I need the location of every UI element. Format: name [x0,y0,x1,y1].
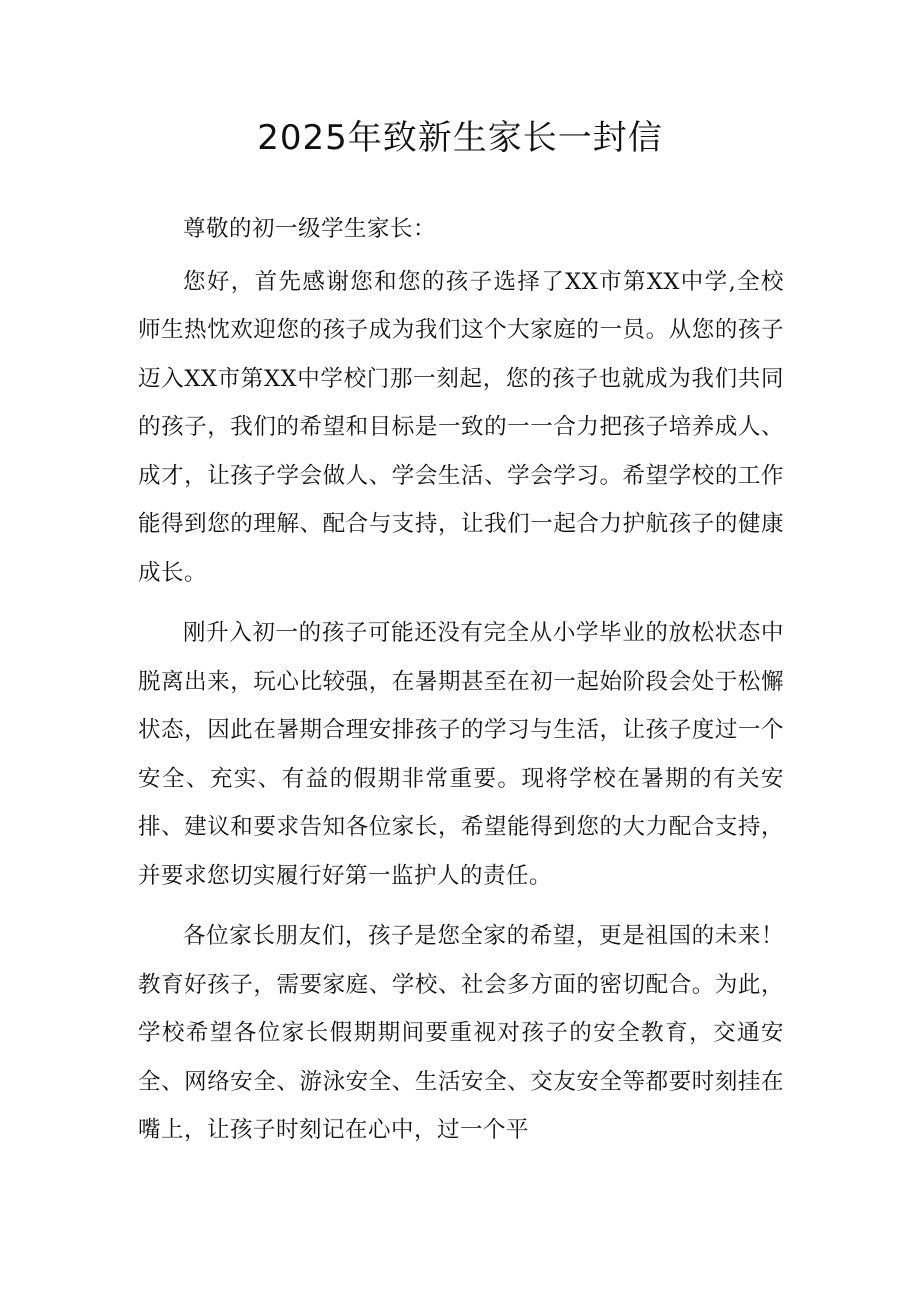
paragraph-2: 刚升入初一的孩子可能还没有完全从小学毕业的放松状态中脱离出来，玩心比较强，在暑期甚至在初一起始阶段会处于松懈状态，因此在暑期合理安排孩子的学习与生活，让孩子度过一个安全、充实、有益的假期非常重要。现将学校在暑期的有关安排、建议和要求告知各位家长，希望能得到您的大力配合支持，并要求您切实履行好第一监护人的责任。 [138,620,784,889]
paragraph-1: 您好，首先感谢您和您的孩子选择了XX市第XX中学,全校师生热忱欢迎您的孩子成为我们这个大家庭的一员。从您的孩子迈入XX市第XX中学校门那一刻起，您的孩子也就成为我们共同的孩子，我们的希望和目标是一致的一一合力把孩子培养成人、成才，让孩子学会做人、学会生活、学会学习。希望学校的工作能得到您的理解、配合与支持，让我们一起合力护航孩子的健康成长。 [138,268,784,586]
paragraph-3: 各位家长朋友们，孩子是您全家的希望，更是祖国的未来！教育好孩子，需要家庭、学校、社会多方面的密切配合。为此，学校希望各位家长假期期间要重视对孩子的安全教育，交通安全、网络安全、游泳安全、生活安全、交友安全等都要时刻挂在嘴上，让孩子时刻记在心中，过一个平 [138,923,784,1143]
letter-body [138,205,784,1155]
document-title: 2025年致新生家长一封信 [257,118,663,158]
salutation: 尊敬的初一级学生家长： [183,216,437,242]
